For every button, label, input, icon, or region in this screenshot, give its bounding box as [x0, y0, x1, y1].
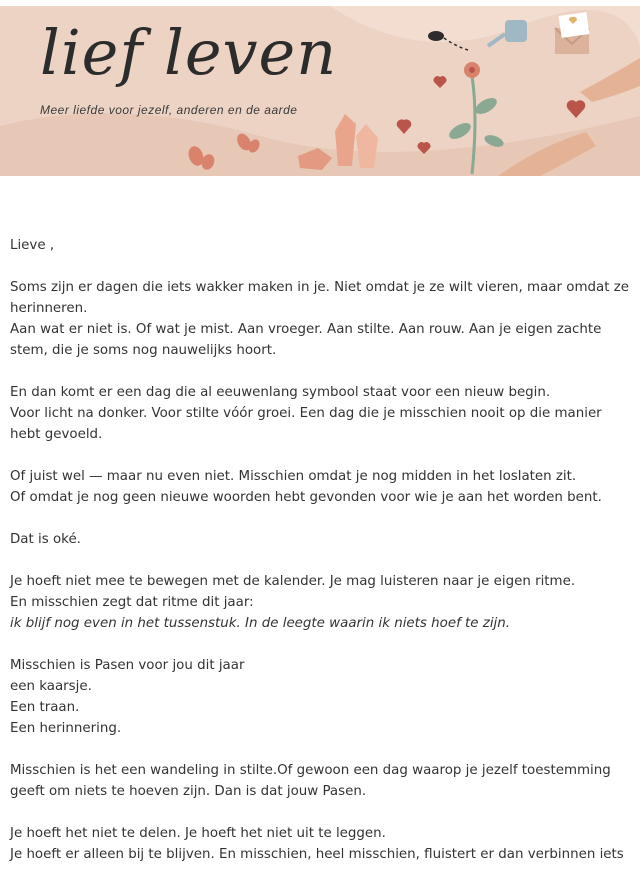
paragraph-7 [10, 760, 635, 802]
paragraph-1 [10, 277, 635, 361]
text-line: Je hoeft niet mee te bewegen met de kalender. Je mag luisteren naar je eigen ritme. [10, 574, 576, 589]
text-line: Misschien is het een wandeling in stilte.Of gewoon een dag waarop je jezelf toestemming geeft om niets te hoeven zijn. Dan is dat jouw Pasen. [10, 763, 611, 799]
envelope-icon [555, 12, 589, 54]
text-line: Misschien is Pasen voor jou dit jaar [10, 658, 245, 673]
brand-tagline: Meer liefde voor jezelf, anderen en de aarde [40, 103, 298, 117]
text-line: Een herinnering. [10, 721, 122, 736]
header-banner [0, 6, 640, 176]
greeting: Lieve , [10, 238, 55, 253]
text-line: een kaarsje. [10, 679, 92, 694]
text-line: En dan komt er een dag die al eeuwenlang symbool staat voor een nieuw begin. [10, 385, 551, 400]
text-line: Je hoeft het niet te delen. Je hoeft het niet uit te leggen. [10, 826, 386, 841]
paragraph-8 [10, 823, 635, 865]
text-line: Je hoeft er alleen bij te blijven. En misschien, heel misschien, fluistert er dan verbinnen iets [10, 847, 624, 862]
text-line: Dat is oké. [10, 532, 81, 547]
paragraph-6 [10, 655, 635, 739]
text-line: En misschien zegt dat ritme dit jaar: [10, 595, 254, 610]
text-line: Voor licht na donker. Voor stilte vóór groei. Een dag die je misschien nooit op die manier hebt gevoeld. [10, 406, 602, 442]
paragraph-4 [10, 529, 635, 550]
italic-quote: ik blijf nog even in het tussenstuk. In de leegte waarin ik niets hoef te zijn. [10, 616, 511, 631]
text-line: Of omdat je nog geen nieuwe woorden hebt gevonden voor wie je aan het worden bent. [10, 490, 602, 505]
text-line: Een traan. [10, 700, 80, 715]
text-line: Aan wat er niet is. Of wat je mist. Aan vroeger. Aan stilte. Aan rouw. Aan je eigen zachte stem, die je soms nog nauwelijks hoort. [10, 322, 602, 358]
text-line: Soms zijn er dagen die iets wakker maken in je. Niet omdat je ze wilt vieren, maar omdat ze herinneren. [10, 280, 629, 316]
letter-body [10, 235, 635, 886]
text-line: Of juist wel — maar nu even niet. Misschien omdat je nog midden in het loslaten zit. [10, 469, 577, 484]
brand-title: lief leven [40, 16, 338, 89]
paragraph-2 [10, 382, 635, 445]
paragraph-5 [10, 571, 635, 634]
paragraph-3 [10, 466, 635, 508]
